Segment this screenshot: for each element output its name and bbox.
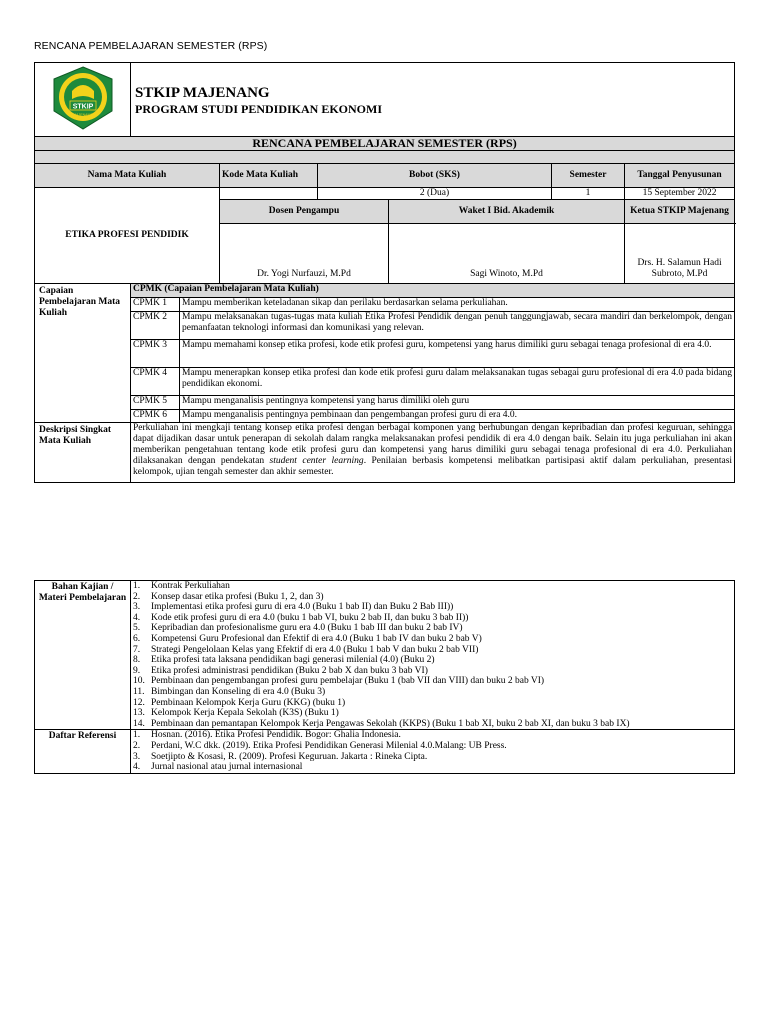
institution-name: STKIP MAJENANG — [135, 84, 270, 101]
list-item-text: Etika profesi administrasi pendidikan (Buku 2 bab X dan buku 3 bab VI) — [151, 665, 428, 676]
list-item — [133, 581, 732, 592]
list-item-text: Kepribadian dan profesionalisme guru era 4.0 (Buku 1 bab III dan buku 2 bab IV) — [151, 623, 463, 634]
list-item — [133, 676, 732, 687]
list-item-number: 7. — [133, 644, 141, 655]
list-item-text: Implementasi etika profesi guru di era 4.0 (Buku 1 bab II) dan Buku 2 Bab III)) — [151, 602, 454, 613]
list-item-number: 1. — [133, 730, 141, 741]
cpmk-text: Mampu memberikan keteladanan sikap dan perilaku berdasarkan selama perkuliahan. — [180, 298, 735, 312]
rps-title: RENCANA PEMBELAJARAN SEMESTER (RPS) — [35, 137, 735, 151]
list-item-number: 13. — [133, 708, 145, 719]
list-item-text: Perdani, W.C dkk. (2019). Etika Profesi Pendidikan Generasi Milenial 4.0.Malang: UB Press. — [151, 740, 507, 751]
list-item-text: Kontrak Perkuliahan — [151, 581, 230, 591]
cpmk-text: Mampu melaksanakan tugas-tugas mata kuliah Etika Profesi Pendidik dengan penuh tanggungjawab, secara mandiri dan berkelompok, dengan pemanfaatan teknologi informasi dan komunikasi yang relevan. — [180, 312, 735, 340]
cpmk-text: Mampu menganalisis pentingnya pembinaan dan pengembangan profesi guru di era 4.0. — [180, 410, 735, 423]
materials-label: Bahan Kajian / Materi Pembelajaran — [35, 581, 131, 730]
list-item-text: Pembinaan dan pemantapan Kelompok Kerja Pengawas Sekolah (KKPS) (Buku 1 bab XI, buku 2 bab XI, dan buku 3 bab IX) — [151, 718, 630, 729]
list-item-text: Jurnal nasional atau jurnal internasional — [151, 762, 303, 773]
cpmk-code: CPMK 1 — [131, 298, 180, 312]
cpmk-code: CPMK 4 — [131, 368, 180, 396]
course-date: 15 September 2022 — [625, 188, 735, 200]
lecturer-label: Dosen Pengampu — [220, 200, 389, 224]
list-item-number: 4. — [133, 762, 141, 773]
materials-list — [131, 581, 735, 730]
list-item-number: 6. — [133, 633, 141, 644]
list-item — [133, 730, 732, 741]
document-header: RENCANA PEMBELAJARAN SEMESTER (RPS) — [34, 40, 268, 52]
cpmk-code: CPMK 3 — [131, 340, 180, 368]
blank-band — [35, 151, 735, 164]
vice-label: Waket I Bid. Akademik — [389, 200, 625, 224]
materials-table — [34, 580, 735, 774]
list-item-text: Kelompok Kerja Kepala Sekolah (K3S) (Buku 1) — [151, 708, 339, 719]
description-label: Deskripsi Singkat Mata Kuliah — [35, 423, 131, 483]
list-item-text: Pembinaan Kelompok Kerja Guru (KKG) (buku 1) — [151, 697, 346, 708]
list-item-number: 5. — [133, 623, 141, 634]
head-signature: Drs. H. Salamun Hadi Subroto, M.Pd — [625, 224, 735, 284]
list-item-text: Pembinaan dan pengembangan profesi guru pembelajar (Buku 1 (bab VII dan VIII) dan buku 2 bab VI) — [151, 676, 545, 687]
cpmk-text: Mampu memahami konsep etika profesi, kode etik profesi guru, kompetensi yang harus dimiliki guru sebagai tenaga profesional di era 4.0. — [180, 340, 735, 368]
list-item — [133, 698, 732, 709]
program-name: PROGRAM STUDI PENDIDIKAN EKONOMI — [135, 101, 383, 116]
list-item — [133, 719, 732, 730]
list-item — [133, 623, 732, 634]
col-course-code: Kode Mata Kuliah — [220, 164, 318, 188]
list-item — [133, 687, 732, 698]
list-item-number: 1. — [133, 581, 141, 591]
list-item — [133, 602, 732, 613]
list-item-text: Etika profesi tata laksana pendidikan bagi generasi milenial (4.0) (Buku 2) — [151, 655, 435, 666]
list-item-number: 3. — [133, 602, 141, 613]
col-date: Tanggal Penyusunan — [625, 164, 735, 188]
course-code — [220, 188, 318, 200]
list-item-text: Bimbingan dan Konseling di era 4.0 (Buku 3) — [151, 686, 326, 697]
list-item-text: Soetjipto & Kosasi, R. (2009). Profesi Keguruan. Jakarta : Rineka Cipta. — [151, 751, 428, 762]
list-item-number: 9. — [133, 665, 141, 676]
cpmk-text: Mampu menerapkan konsep etika profesi dan kode etik profesi guru dalam melaksanakan tugas sebagai guru profesional di era 4.0 pada bidang pendidikan ekonomi. — [180, 368, 735, 396]
list-item — [133, 752, 732, 763]
col-credits: Bobot (SKS) — [318, 164, 552, 188]
cpmk-section-label: Capaian Pembelajaran Mata Kuliah — [35, 284, 131, 423]
list-item — [133, 708, 732, 719]
list-item-text: Kode etik profesi guru di era 4.0 (buku 1 bab VI, buku 2 bab II, dan buku 3 bab II)) — [151, 612, 469, 623]
rps-main-table — [34, 62, 735, 483]
course-semester: 1 — [552, 188, 625, 200]
cpmk-code: CPMK 2 — [131, 312, 180, 340]
list-item — [133, 762, 732, 773]
list-item — [133, 666, 732, 677]
logo-cell — [35, 63, 131, 137]
stkip-logo — [46, 65, 120, 131]
cpmk-code: CPMK 6 — [131, 410, 180, 423]
course-name: ETIKA PROFESI PENDIDIK — [35, 188, 220, 284]
head-label: Ketua STKIP Majenang — [625, 200, 735, 224]
list-item-number: 12. — [133, 697, 145, 708]
svg-text:STKIP: STKIP — [72, 103, 93, 110]
list-item-number: 14. — [133, 718, 145, 729]
list-item — [133, 655, 732, 666]
lecturer-signature: Dr. Yogi Nurfauzi, M.Pd — [220, 224, 389, 284]
vice-signature: Sagi Winoto, M.Pd — [389, 224, 625, 284]
list-item-number: 2. — [133, 591, 141, 602]
cpmk-header: CPMK (Capaian Pembelajaran Mata Kuliah) — [131, 284, 735, 298]
list-item-number: 3. — [133, 751, 141, 762]
cpmk-text: Mampu menganalisis pentingnya kompetensi yang harus dimiliki oleh guru — [180, 396, 735, 410]
course-credits: 2 (Dua) — [318, 188, 552, 200]
references-label: Daftar Referensi — [35, 730, 131, 773]
list-item-text: Hosnan. (2016). Etika Profesi Pendidik. Bogor: Ghalia Indonesia. — [151, 730, 401, 741]
list-item-number: 11. — [133, 686, 145, 697]
list-item-text: Konsep dasar etika profesi (Buku 1, 2, dan 3) — [151, 591, 324, 602]
list-item-text: Kompetensi Guru Profesional dan Efektif di era 4.0 (Buku 1 bab IV dan buku 2 bab V) — [151, 633, 482, 644]
list-item-number: 2. — [133, 740, 141, 751]
list-item-number: 4. — [133, 612, 141, 623]
col-course-name: Nama Mata Kuliah — [35, 164, 220, 188]
cpmk-code: CPMK 5 — [131, 396, 180, 410]
references-list — [131, 730, 735, 773]
list-item-number: 8. — [133, 655, 141, 666]
list-item — [133, 634, 732, 645]
list-item-number: 10. — [133, 676, 145, 687]
list-item — [133, 613, 732, 624]
col-semester: Semester — [552, 164, 625, 188]
list-item — [133, 592, 732, 603]
list-item-text: Strategi Pengelolaan Kelas yang Efektif di era 4.0 (Buku 1 bab V dan buku 2 bab VII) — [151, 644, 479, 655]
description-text: Perkuliahan ini mengkaji tentang konsep etika profesi dengan berbagai komponen yang berhubungan dengan kepribadian dan profesi keguruan, sehingga dapat dijadikan dasar untuk penerapan di sekolah dalam rangka melaksanakan profesi pendidik di era 4.0 dengan baik. Selain itu juga perkuliahan ini akan memberikan pengetahuan tentang kode etik profesi guru dan kompetensi yang harus dimiliki guru sebagai tenaga profesional di era 4.0. Perkuliahan dilaksanakan dengan pendekatan student center learning. Penilaian berbasis kompetensi melibatkan partisipasi aktif dalam perkuliahan, presentasi kelompok, ujian tengah semester dan akhir semester. — [131, 423, 735, 483]
svg-text:MAJENANG: MAJENANG — [72, 112, 93, 117]
list-item — [133, 645, 732, 656]
list-item — [133, 741, 732, 752]
